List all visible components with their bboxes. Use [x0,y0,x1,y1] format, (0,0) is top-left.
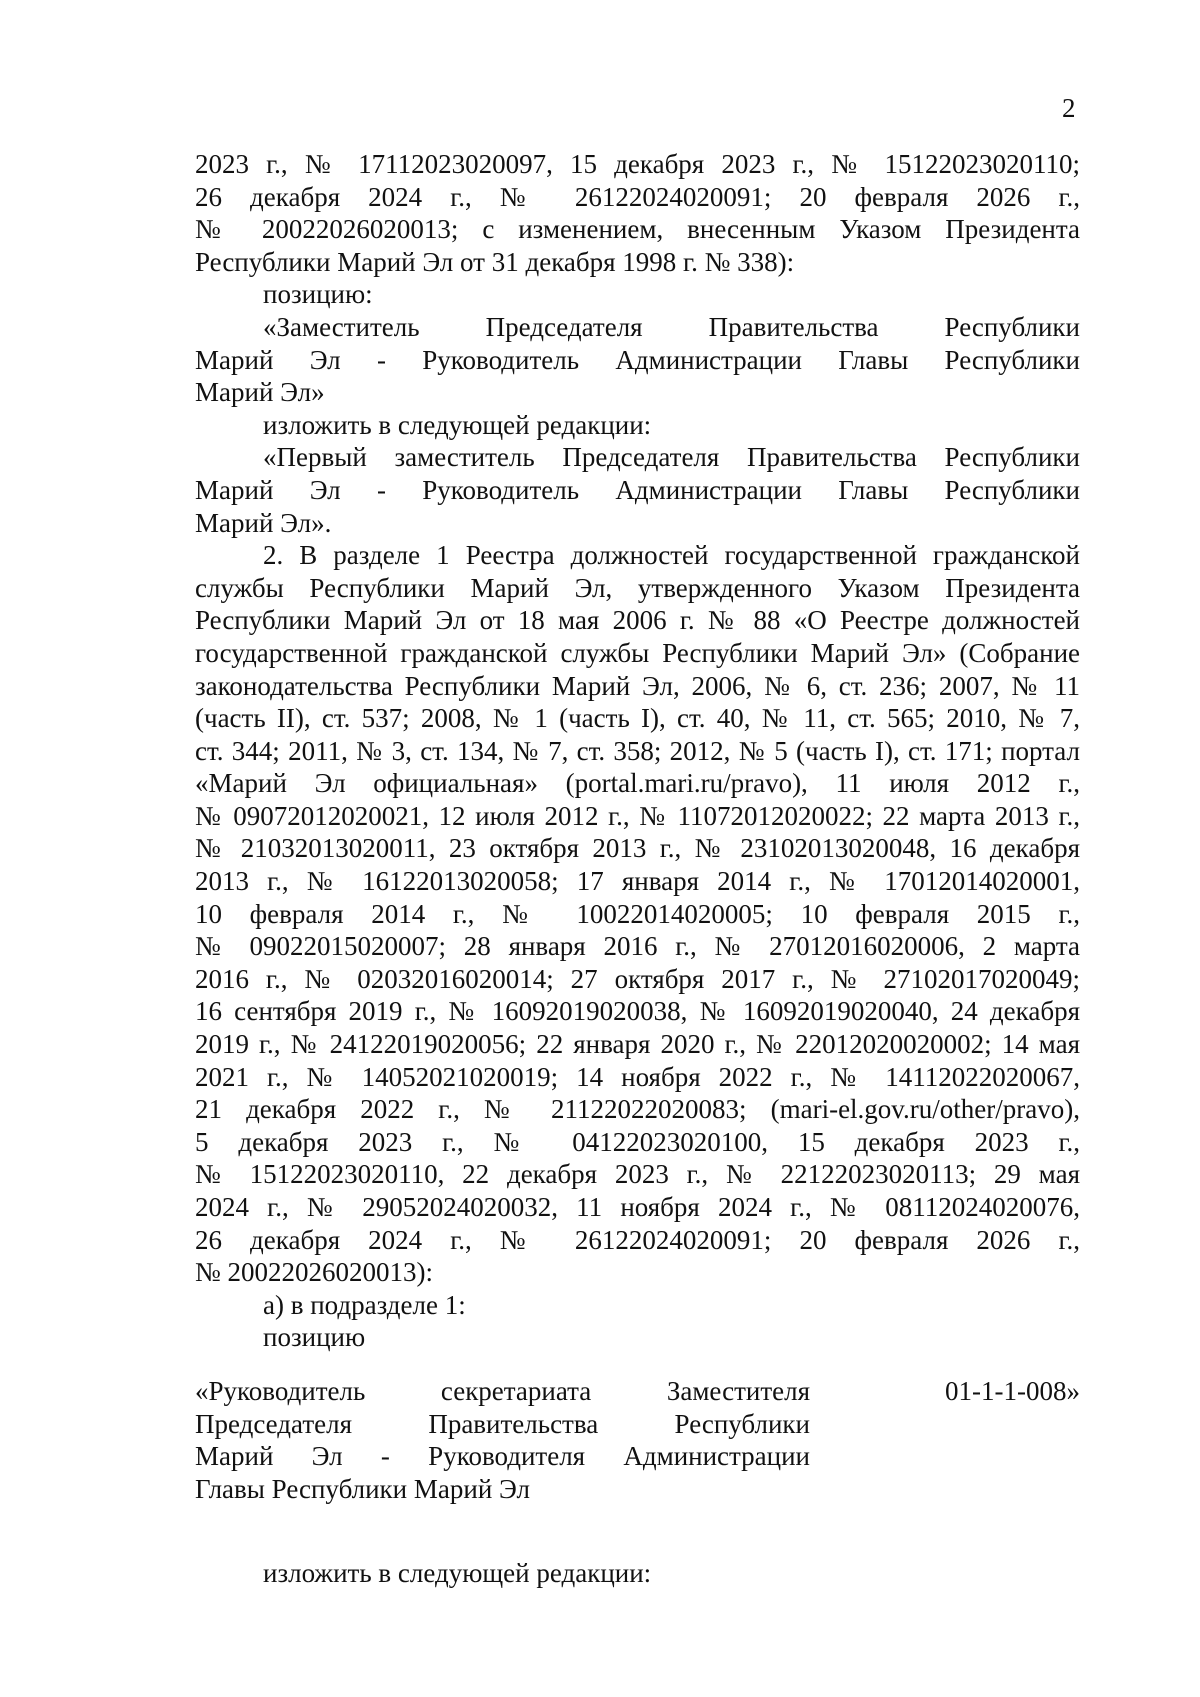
text-line: 2021 г., № 14052021020019; 14 ноября 2022 г., № 14112022020067, [195,1061,1080,1092]
restate-instruction: изложить в следующей редакции: [263,409,652,440]
position-name-line: Главы Республики Марий Эл [195,1473,530,1504]
text-line: 10 февраля 2014 г., № 10022014020005; 10 февраля 2015 г., [195,898,1080,929]
position-name-line: Председателя Правительства Республики [195,1408,810,1439]
old-position-text [195,311,1080,409]
text-line: 2019 г., № 24122019020056; 22 января 2020 г., № 22012020020002; 14 мая [195,1029,1080,1060]
text-line: № 15122023020110, 22 декабря 2023 г., № 22122023020113; 29 мая [195,1159,1080,1190]
text-line: 2024 г., № 29052024020032, 11 ноября 2024 г., № 08112024020076, [195,1192,1080,1222]
text-line: № 20022026020013; с изменением, внесенным Указом Президента [195,214,1080,245]
item-2-paragraph [195,539,1080,1289]
text-line: Марий Эл - Руководитель Администрации Главы Республики [195,474,1080,505]
text-line: Марий Эл - Руководитель Администрации Главы Республики [195,344,1080,375]
subsection-label: а) в подразделе 1: [263,1289,466,1320]
text-line: 26 декабря 2024 г., № 26122024020091; 20 февраля 2026 г., [195,181,1080,212]
position-name-cell [195,1375,810,1505]
position-code-cell: 01-1-1-008» [945,1376,1080,1406]
new-position-text [195,441,1080,539]
text-line: ст. 344; 2011, № 3, ст. 134, № 7, ст. 358; 2012, № 5 (часть I), ст. 171; портал [195,735,1080,766]
position-name-line: «Руководитель секретариата Заместителя [195,1376,810,1406]
text-line: «Первый заместитель Председателя Правительства Республики [263,442,1080,473]
text-line: 26 декабря 2024 г., № 26122024020091; 20 февраля 2026 г., [195,1224,1080,1255]
text-line: «Марий Эл официальная» (portal.mari.ru/pravo), 11 июля 2012 г., [195,768,1080,799]
intro-paragraph-continuation [195,148,1080,278]
text-line: 2013 г., № 16122013020058; 17 января 2014 г., № 17012014020001, [195,866,1080,897]
text-line: 21 декабря 2022 г., № 21122022020083; (mari-el.gov.ru/other/pravo), [195,1094,1080,1125]
text-line: Республики Марий Эл от 18 мая 2006 г. № 88 «О Реестре должностей [195,605,1080,636]
text-line: № 20022026020013): [195,1257,434,1288]
text-line: (часть II), ст. 537; 2008, № 1 (часть I), ст. 40, № 11, ст. 565; 2010, № 7, [195,703,1080,734]
text-line: 2016 г., № 02032016020014; 27 октября 2017 г., № 27102017020049; [195,963,1080,994]
text-line: № 09072012020021, 12 июля 2012 г., № 11072012020022; 22 марта 2013 г., [195,800,1080,831]
text-line: 2. В разделе 1 Реестра должностей государственной гражданской [263,540,1080,571]
position-label: позицию [263,1322,366,1353]
text-line: 5 декабря 2023 г., № 04122023020100, 15 декабря 2023 г., [195,1126,1080,1157]
text-line: 2023 г., № 17112023020097, 15 декабря 2023 г., № 15122023020110; [195,149,1080,179]
text-line: № 09022015020007; 28 января 2016 г., № 27012016020006, 2 марта [195,931,1080,962]
document-body [195,148,1080,1354]
position-name-line: Марий Эл - Руководителя Администрации [195,1441,810,1472]
text-line: 16 сентября 2019 г., № 16092019020038, № 16092019020040, 24 декабря [195,996,1080,1027]
text-line: службы Республики Марий Эл, утвержденного Указом Президента [195,572,1080,603]
text-line: государственной гражданской службы Республики Марий Эл» (Собрание [195,637,1080,668]
position-entry-table-row [195,1375,1080,1505]
restate-instruction-final: изложить в следующей редакции: [263,1558,652,1588]
text-line: «Заместитель Председателя Правительства Республики [263,311,1080,342]
text-line: Республики Марий Эл от 31 декабря 1998 г. № 338): [195,246,795,277]
text-line: Марий Эл» [195,377,325,408]
text-line: № 21032013020011, 23 октября 2013 г., № 23102013020048, 16 декабря [195,833,1080,864]
text-line: законодательства Республики Марий Эл, 2006, № 6, ст. 236; 2007, № 11 [195,670,1080,701]
position-label: позицию: [263,279,373,310]
page-number: 2 [1062,93,1076,123]
text-line: Марий Эл». [195,507,332,538]
